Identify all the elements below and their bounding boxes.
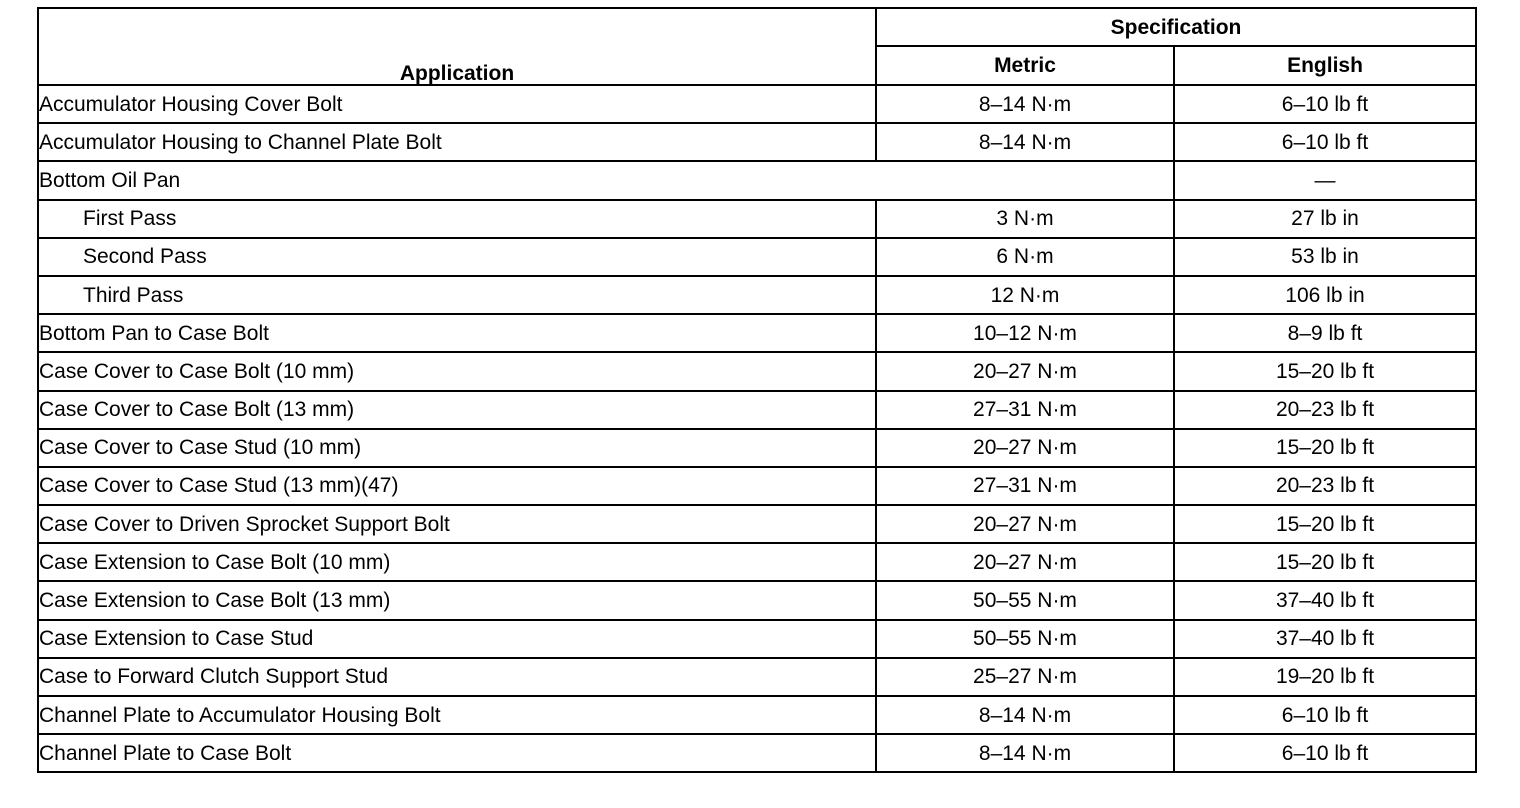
application-cell: Case Cover to Case Stud (10 mm) — [38, 429, 876, 467]
table-row — [38, 581, 1476, 619]
metric-cell: 12 N·m — [876, 276, 1174, 314]
metric-cell: 20–27 N·m — [876, 352, 1174, 390]
metric-cell: 6 N·m — [876, 238, 1174, 276]
metric-cell: 27–31 N·m — [876, 467, 1174, 505]
table-row — [38, 161, 1476, 199]
application-header: Application — [38, 8, 876, 85]
table-row — [38, 658, 1476, 696]
application-cell: Case Cover to Case Bolt (13 mm) — [38, 391, 876, 429]
metric-cell: 3 N·m — [876, 200, 1174, 238]
english-cell: 20–23 lb ft — [1174, 467, 1476, 505]
table-row — [38, 467, 1476, 505]
english-cell: 6–10 lb ft — [1174, 123, 1476, 161]
application-cell: Bottom Pan to Case Bolt — [38, 314, 876, 352]
metric-cell: 8–14 N·m — [876, 696, 1174, 734]
english-cell: 106 lb in — [1174, 276, 1476, 314]
application-cell: Accumulator Housing to Channel Plate Bolt — [38, 123, 876, 161]
torque-spec-table — [37, 7, 1477, 773]
english-cell: 15–20 lb ft — [1174, 429, 1476, 467]
application-cell: Case Extension to Case Stud — [38, 620, 876, 658]
metric-cell: 20–27 N·m — [876, 505, 1174, 543]
metric-cell: 27–31 N·m — [876, 391, 1174, 429]
table-row — [38, 620, 1476, 658]
application-cell: Case Cover to Case Stud (13 mm)(47) — [38, 467, 876, 505]
application-cell: Channel Plate to Accumulator Housing Bolt — [38, 696, 876, 734]
english-cell: 6–10 lb ft — [1174, 85, 1476, 123]
metric-cell: 8–14 N·m — [876, 85, 1174, 123]
english-cell: — — [1174, 161, 1476, 199]
application-cell: Case Cover to Driven Sprocket Support Bolt — [38, 505, 876, 543]
english-cell: 19–20 lb ft — [1174, 658, 1476, 696]
application-cell: Channel Plate to Case Bolt — [38, 734, 876, 772]
metric-cell: 8–14 N·m — [876, 123, 1174, 161]
application-cell: Third Pass — [38, 276, 876, 314]
table-row — [38, 314, 1476, 352]
table-row — [38, 696, 1476, 734]
table-row — [38, 391, 1476, 429]
table-row — [38, 734, 1476, 772]
english-cell: 15–20 lb ft — [1174, 543, 1476, 581]
english-cell: 37–40 lb ft — [1174, 581, 1476, 619]
table-row — [38, 123, 1476, 161]
metric-cell: 20–27 N·m — [876, 429, 1174, 467]
english-header: English — [1174, 46, 1476, 85]
metric-cell: 20–27 N·m — [876, 543, 1174, 581]
application-cell: Case Extension to Case Bolt (13 mm) — [38, 581, 876, 619]
table-row — [38, 543, 1476, 581]
table-row — [38, 505, 1476, 543]
metric-cell: 8–14 N·m — [876, 734, 1174, 772]
english-cell: 6–10 lb ft — [1174, 734, 1476, 772]
metric-cell: 10–12 N·m — [876, 314, 1174, 352]
table-row — [38, 429, 1476, 467]
table-row — [38, 276, 1476, 314]
table-row — [38, 200, 1476, 238]
specification-header: Specification — [876, 8, 1476, 46]
application-cell: Case Extension to Case Bolt (10 mm) — [38, 543, 876, 581]
application-cell: Second Pass — [38, 238, 876, 276]
english-cell: 15–20 lb ft — [1174, 505, 1476, 543]
metric-header: Metric — [876, 46, 1174, 85]
english-cell: 15–20 lb ft — [1174, 352, 1476, 390]
metric-cell: 25–27 N·m — [876, 658, 1174, 696]
english-cell: 6–10 lb ft — [1174, 696, 1476, 734]
english-cell: 37–40 lb ft — [1174, 620, 1476, 658]
header-row-top — [38, 8, 1476, 46]
application-cell: Case Cover to Case Bolt (10 mm) — [38, 352, 876, 390]
metric-cell: 50–55 N·m — [876, 620, 1174, 658]
application-cell: Bottom Oil Pan — [38, 161, 1174, 199]
table-row — [38, 238, 1476, 276]
table-row — [38, 85, 1476, 123]
table-row — [38, 352, 1476, 390]
application-cell: Accumulator Housing Cover Bolt — [38, 85, 876, 123]
english-cell: 27 lb in — [1174, 200, 1476, 238]
english-cell: 53 lb in — [1174, 238, 1476, 276]
english-cell: 20–23 lb ft — [1174, 391, 1476, 429]
metric-cell: 50–55 N·m — [876, 581, 1174, 619]
application-cell: First Pass — [38, 200, 876, 238]
application-cell: Case to Forward Clutch Support Stud — [38, 658, 876, 696]
english-cell: 8–9 lb ft — [1174, 314, 1476, 352]
